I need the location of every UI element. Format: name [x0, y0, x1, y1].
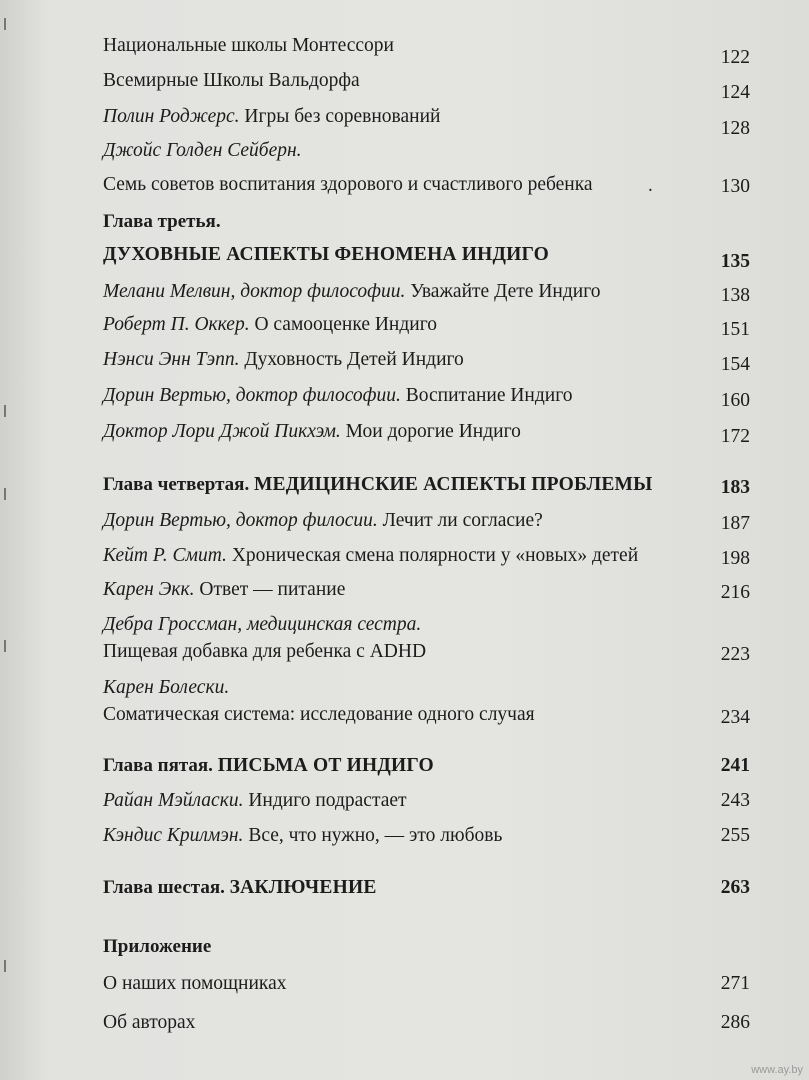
toc-author: Карен Болески.: [103, 677, 230, 698]
toc-page-number: 122: [720, 47, 750, 68]
toc-entry-title: Национальные школы Монтессори: [103, 35, 394, 56]
chapter-line: [103, 473, 653, 497]
toc-entry-title: [103, 105, 440, 129]
toc-author: Доктор Лори Джой Пикхэм.: [103, 421, 341, 442]
toc-page-number: 128: [720, 118, 750, 139]
toc-entry-title: [103, 544, 638, 568]
page-edge-mark: [4, 488, 6, 500]
toc-author: Кейт Р. Смит.: [103, 545, 227, 566]
toc-entry-title: Всемирные Школы Вальдорфа: [103, 70, 360, 91]
toc-page-number: 198: [720, 548, 750, 569]
toc-page-number: 130: [720, 176, 750, 197]
page-edge-mark: [4, 960, 6, 972]
toc-entry-title: [103, 578, 345, 602]
toc-entry-title: [103, 420, 521, 444]
toc-page-number: 286: [720, 1012, 750, 1033]
toc-page-number: 154: [720, 354, 750, 375]
toc-author: Мелани Мелвин, доктор философии.: [103, 281, 406, 302]
chapter-label: Глава шестая.: [103, 877, 230, 898]
chapter-title: ПИСЬМА ОТ ИНДИГО: [217, 755, 434, 776]
toc-author: Дорин Вертью, доктор философии.: [103, 385, 401, 406]
toc-author: Дорин Вертью, доктор филосии.: [103, 510, 378, 531]
toc-title-text: Уважайте Дете Индиго: [405, 281, 601, 302]
toc-title-text: Духовность Детей Индиго: [239, 349, 464, 370]
chapter-title: ЗАКЛЮЧЕНИЕ: [229, 877, 377, 898]
toc-author: Райан Мэйласки.: [103, 790, 244, 811]
toc-title-text: Хроническая смена полярности у «новых» детей: [226, 545, 639, 566]
toc-author: Кэндис Крилмэн.: [103, 825, 244, 846]
toc-title-text: Игры без соревнований: [239, 106, 441, 127]
chapter-label: Глава пятая.: [103, 755, 218, 776]
toc-page-number: 183: [720, 477, 750, 498]
toc-entry-title: [103, 789, 407, 813]
toc-title-text: Лечит ли согласие?: [377, 510, 543, 531]
toc-entry-title: [103, 313, 437, 337]
toc-page-number: 243: [720, 790, 750, 811]
toc-page-number: 151: [720, 319, 750, 340]
page-edge-mark: [4, 405, 6, 417]
toc-page-number: 135: [720, 251, 750, 272]
toc-entry-title: [103, 280, 600, 304]
chapter-label: Глава третья.: [103, 211, 221, 232]
toc-entry-title: Пищевая добавка для ребенка с ADHD: [103, 641, 427, 662]
appendix-label: Приложение: [103, 936, 212, 957]
chapter-title: ДУХОВНЫЕ АСПЕКТЫ ФЕНОМЕНА ИНДИГО: [103, 244, 549, 265]
toc-entry-title: [103, 824, 502, 848]
toc-page-number: 160: [720, 390, 750, 411]
stray-dot-mark: .: [648, 175, 653, 196]
toc-entry-title: Соматическая система: исследование одного случая: [103, 704, 535, 725]
toc-author: Роберт П. Оккер.: [103, 314, 250, 335]
toc-entry-title: [103, 348, 464, 372]
toc-page-number: 172: [720, 426, 750, 447]
toc-entry-title: Семь советов воспитания здорового и счастливого ребенка: [103, 174, 593, 195]
toc-author: Полин Роджерс.: [103, 106, 240, 127]
toc-title-text: Воспитание Индиго: [400, 385, 573, 406]
toc-entry-title: О наших помощниках: [103, 973, 287, 994]
toc-page-number: 138: [720, 285, 750, 306]
page-edge-mark: [4, 18, 6, 30]
page-edge-mark: [4, 640, 6, 652]
toc-author: Джойс Голден Сейберн.: [103, 140, 302, 161]
toc-author: Карен Экк.: [103, 579, 195, 600]
toc-title-text: Индиго подрастает: [243, 790, 407, 811]
toc-page-number: 124: [720, 82, 750, 103]
toc-author: Дебра Гроссман, медицинская сестра.: [103, 614, 422, 635]
toc-page-number: 241: [720, 755, 750, 776]
toc-page-number: 263: [720, 877, 750, 898]
toc-entry-title: Об авторах: [103, 1012, 196, 1033]
toc-page-number: 255: [720, 825, 750, 846]
watermark: www.ay.by: [751, 1064, 803, 1076]
toc-page-number: 216: [720, 582, 750, 603]
toc-page-number: 187: [720, 513, 750, 534]
chapter-line: [103, 754, 434, 778]
toc-title-text: Мои дорогие Индиго: [340, 421, 521, 442]
toc-title-text: О самооценке Индиго: [249, 314, 437, 335]
chapter-title: МЕДИЦИНСКИЕ АСПЕКТЫ ПРОБЛЕМЫ: [253, 474, 653, 495]
toc-title-text: Все, что нужно, — это любовь: [243, 825, 503, 846]
toc-page-number: 234: [720, 707, 750, 728]
toc-page-number: 223: [720, 644, 750, 665]
toc-page-number: 271: [720, 973, 750, 994]
chapter-label: Глава четвертая.: [103, 474, 254, 495]
toc-author: Нэнси Энн Тэпп.: [103, 349, 240, 370]
toc-entry-title: [103, 384, 573, 408]
toc-title-text: Ответ — питание: [194, 579, 346, 600]
toc-entry-title: [103, 509, 543, 533]
chapter-line: [103, 876, 377, 900]
